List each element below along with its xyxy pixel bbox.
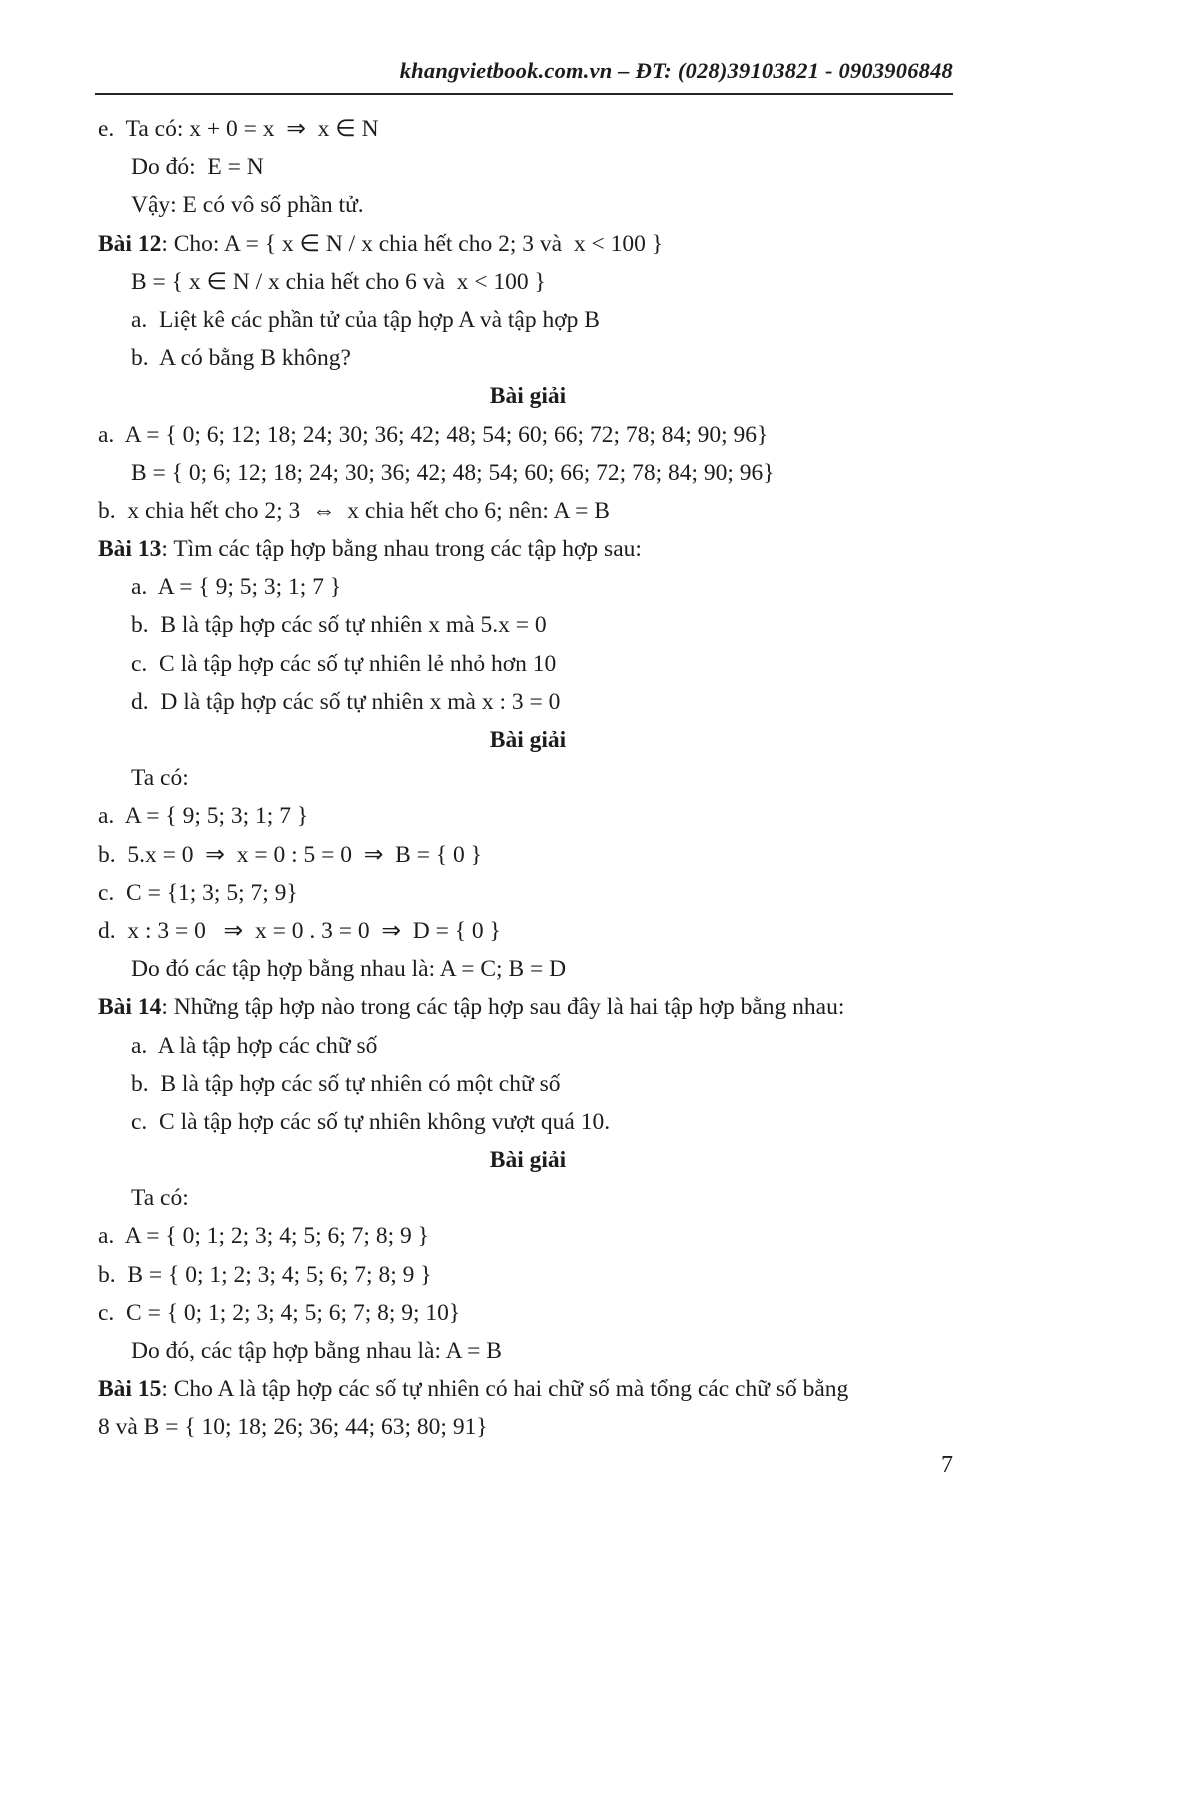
text: a. Liệt kê các phần tử của tập hợp A và tập hợp B [131, 306, 600, 333]
exercise-13-heading [98, 530, 958, 568]
text: B = { 0; 6; 12; 18; 24; 30; 36; 42; 48; 54; 60; 66; 72; 78; 84; 90; 96} [131, 459, 775, 486]
bold-text: Bài giải [489, 383, 567, 410]
text: a. A = { 0; 6; 12; 18; 24; 30; 36; 42; 48; 54; 60; 66; 72; 78; 84; 90; 96} [98, 421, 769, 448]
text: c. C = {1; 3; 5; 7; 9} [98, 879, 298, 906]
text: 8 và B = { 10; 18; 26; 36; 44; 63; 80; 91} [98, 1414, 488, 1441]
text: a. A = { 9; 5; 3; 1; 7 } [131, 574, 342, 601]
text: Vậy: E có vô số phần tử. [131, 192, 364, 219]
text: Ta có: [131, 1185, 189, 1212]
bold-text: Bài 12 [98, 230, 162, 257]
text: d. x : 3 = 0 ⇒ x = 0 . 3 = 0 ⇒ D = { 0 } [98, 917, 501, 944]
text-line [98, 568, 958, 606]
text: : Cho A là tập hợp các số tự nhiên có hai chữ số mà tổng các chữ số bằng [161, 1376, 849, 1403]
text-line [98, 759, 958, 797]
solution-heading [98, 721, 958, 759]
text-line [98, 683, 958, 721]
text: a. A = { 0; 1; 2; 3; 4; 5; 6; 7; 8; 9 } [98, 1223, 429, 1250]
text: b. B là tập hợp các số tự nhiên x mà 5.x = 0 [131, 612, 547, 639]
text-line [98, 1027, 958, 1065]
text: b. B = { 0; 1; 2; 3; 4; 5; 6; 7; 8; 9 } [98, 1261, 432, 1288]
page-number: 7 [941, 1452, 953, 1478]
text: Ta có: [131, 765, 189, 792]
text-line [98, 1179, 958, 1217]
text: c. C là tập hợp các số tự nhiên lẻ nhỏ hơn 10 [131, 650, 557, 677]
text-line [98, 186, 958, 224]
document-body [98, 110, 958, 1447]
solution-heading [98, 1141, 958, 1179]
text-line [98, 1408, 958, 1446]
text: : Những tập hợp nào trong các tập hợp sau đây là hai tập hợp bằng nhau: [161, 994, 845, 1021]
text-line [98, 606, 958, 644]
text: b. B là tập hợp các số tự nhiên có một chữ số [131, 1070, 561, 1097]
text-line [98, 874, 958, 912]
text-line [98, 950, 958, 988]
text-line [98, 836, 958, 874]
text: : Tìm các tập hợp bằng nhau trong các tập hợp sau: [161, 536, 642, 563]
text: d. D là tập hợp các số tự nhiên x mà x : 3 = 0 [131, 688, 561, 715]
text: a. A = { 9; 5; 3; 1; 7 } [98, 803, 309, 830]
text: B = { x ∈ N / x chia hết cho 6 và x < 100 } [131, 268, 546, 295]
text-line [98, 148, 958, 186]
bold-text: Bài giải [489, 727, 567, 753]
text-line [98, 1103, 958, 1141]
exercise-12-heading [98, 225, 958, 263]
text: c. C = { 0; 1; 2; 3; 4; 5; 6; 7; 8; 9; 10} [98, 1299, 461, 1326]
text-line [98, 1294, 958, 1332]
text-line [98, 645, 958, 683]
text-line [98, 1217, 958, 1255]
text-line [98, 454, 958, 492]
text-line [98, 416, 958, 454]
text: a. A là tập hợp các chữ số [131, 1032, 378, 1059]
text-line [98, 263, 958, 301]
text: b. A có bằng B không? [131, 345, 351, 372]
text: c. C là tập hợp các số tự nhiên không vượt quá 10. [131, 1108, 611, 1135]
text-line [98, 492, 958, 530]
bold-text: Bài 15 [98, 1376, 162, 1403]
text: Do đó: E = N [131, 154, 264, 181]
text: Do đó các tập hợp bằng nhau là: A = C; B = D [131, 956, 567, 983]
solution-heading [98, 377, 958, 415]
text-line [98, 1332, 958, 1370]
text-line [98, 912, 958, 950]
text-line [98, 339, 958, 377]
text: e. Ta có: x + 0 = x ⇒ x ∈ N [98, 116, 379, 142]
text: b. x chia hết cho 2; 3 ⇔ x chia hết cho 6; nên: A = B [98, 497, 610, 524]
header-rule [95, 93, 953, 95]
text: Do đó, các tập hợp bằng nhau là: A = B [131, 1338, 502, 1364]
text: b. 5.x = 0 ⇒ x = 0 : 5 = 0 ⇒ B = { 0 } [98, 841, 482, 868]
bold-text: Bài 14 [98, 994, 162, 1021]
text-line [98, 301, 958, 339]
text-line [98, 110, 958, 148]
exercise-14-heading [98, 988, 958, 1026]
text-line [98, 1065, 958, 1103]
bold-text: Bài 13 [98, 536, 162, 563]
text-line [98, 797, 958, 835]
bold-text: Bài giải [489, 1147, 567, 1174]
exercise-15-heading [98, 1370, 958, 1408]
text: : Cho: A = { x ∈ N / x chia hết cho 2; 3 và x < 100 } [161, 230, 663, 257]
page-header: khangvietbook.com.vn – ĐT: (028)39103821 - 0903906848 [399, 58, 953, 83]
text-line [98, 1256, 958, 1294]
